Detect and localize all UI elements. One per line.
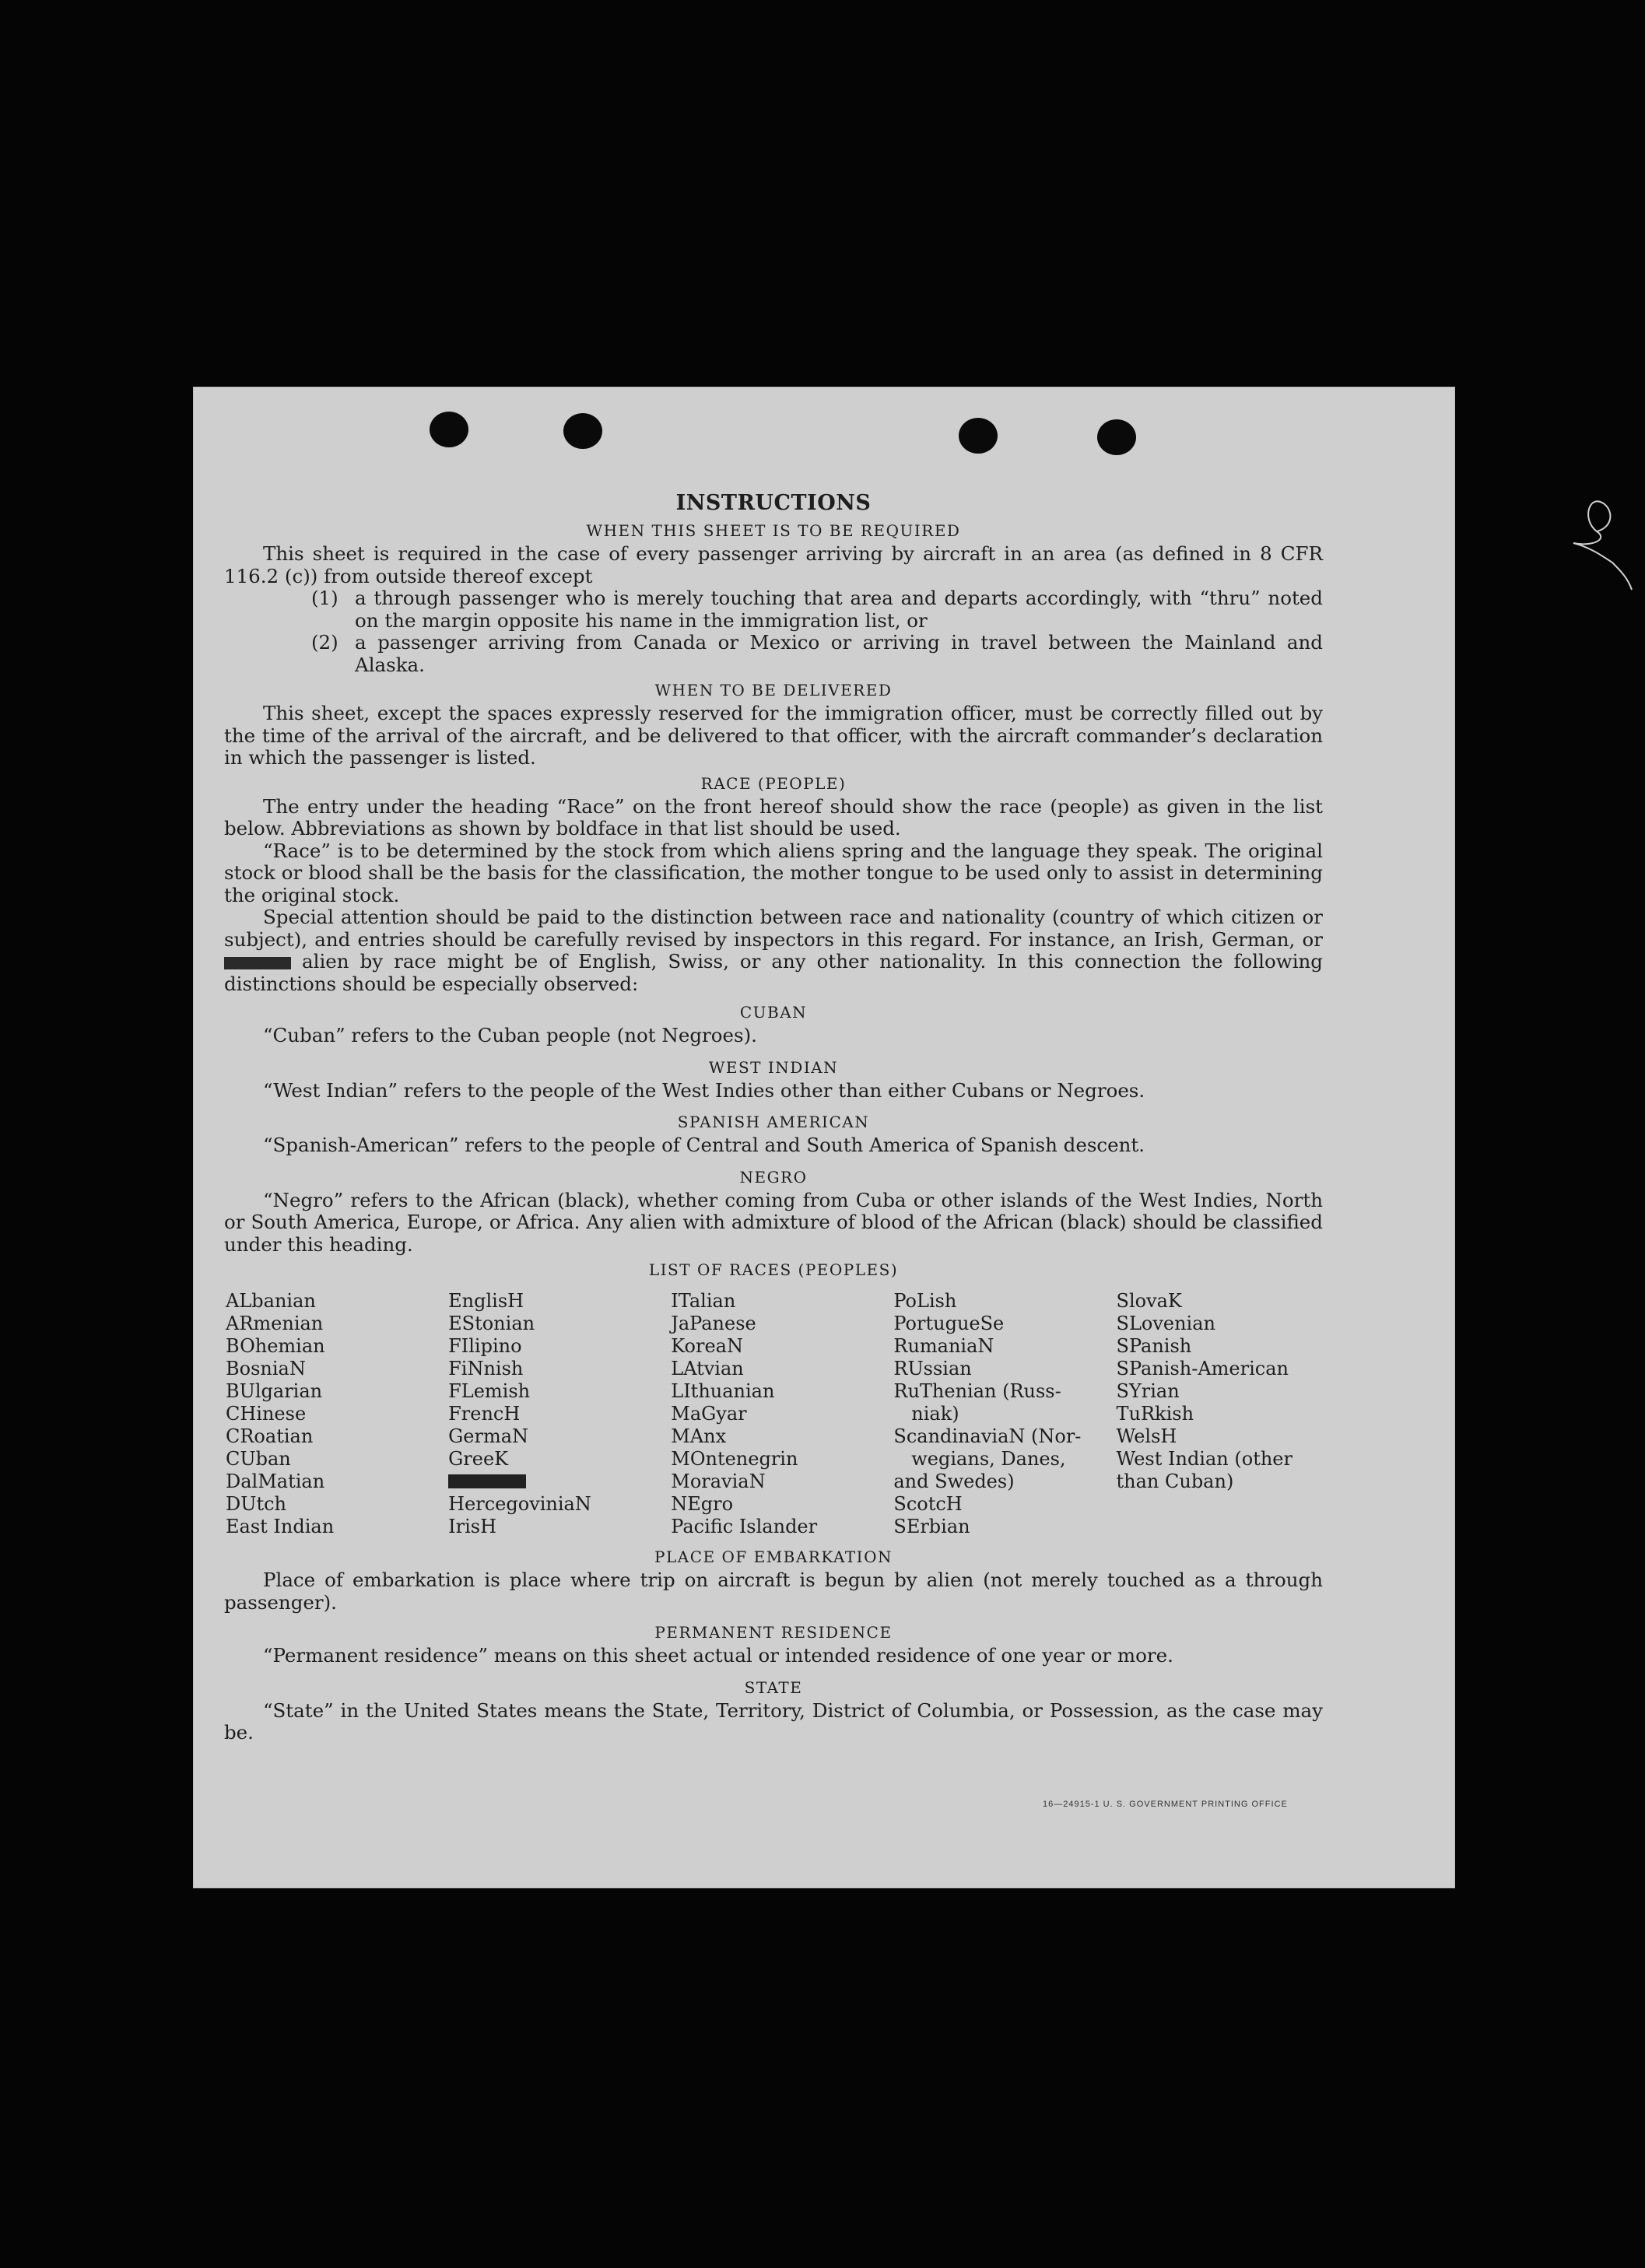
race-entry: WelsH: [1116, 1425, 1177, 1447]
state-text: “State” in the United States means the State, Territory, District of Columbia, or Possession, as the case may be.: [224, 1698, 1323, 1744]
page-title: INSTRUCTIONS: [675, 491, 872, 515]
redaction-mark: [448, 1474, 526, 1488]
race-entry: FLemish: [448, 1380, 531, 1402]
race-entry: JaPanese: [671, 1313, 756, 1334]
race-entry: East Indian: [226, 1516, 335, 1537]
heading-embarkation: PLACE OF EMBARKATION: [654, 1548, 893, 1566]
race-entry: PoLish: [893, 1290, 957, 1312]
races-column-1: [226, 1290, 448, 1538]
race-entry: SErbian: [893, 1516, 970, 1537]
heading-cuban: CUBAN: [739, 1003, 808, 1022]
race-entry: ScotcH: [893, 1493, 963, 1515]
race-entry: RuThenian (Russ- niak): [893, 1380, 1061, 1425]
race-entry: MaGyar: [671, 1403, 747, 1425]
heading-negro: NEGRO: [739, 1167, 808, 1187]
race-entry: PortugueSe: [893, 1313, 1005, 1334]
race-entry: EStonian: [448, 1313, 535, 1334]
punch-hole: [1097, 419, 1136, 455]
races-column-4: [893, 1290, 1116, 1538]
races-column-5: [1117, 1290, 1323, 1538]
race-entry: KoreaN: [671, 1335, 743, 1357]
exception-text: a through passenger who is merely touching that area and departs accordingly, with “thru” noted on the margin opposite his name in the immigration list, or: [355, 587, 1323, 632]
cuban-text: “Cuban” refers to the Cuban people (not Negroes).: [263, 1024, 757, 1046]
race-entry: CHinese: [226, 1403, 307, 1425]
race-entry: ITalian: [671, 1290, 736, 1312]
race-entry: LAtvian: [671, 1358, 744, 1379]
heading-state: STATE: [744, 1677, 803, 1697]
race-entry: NEgro: [671, 1493, 734, 1515]
races-list: [226, 1290, 1323, 1538]
race-entry: SPanish-American: [1116, 1358, 1289, 1379]
punch-hole: [959, 418, 998, 454]
race-entry: EnglisH: [448, 1290, 524, 1312]
races-column-2: [448, 1290, 671, 1538]
heading-race: RACE (PEOPLE): [700, 773, 847, 793]
race-entry: MOntenegrin: [671, 1448, 798, 1470]
race-entry: RumaniaN: [893, 1335, 994, 1357]
race-entry: GermaN: [448, 1425, 529, 1447]
race-entry: SYrian: [1116, 1380, 1180, 1402]
punch-hole: [430, 412, 468, 447]
negro-text: “Negro” refers to the African (black), whether coming from Cuba or other islands of the West Indies, North or South America, Europe, or Africa. Any alien with admixture of blood of the African (black) should be classified under this heading.: [224, 1188, 1323, 1256]
printing-office-code: 16—24915-1 U. S. GOVERNMENT PRINTING OFFICE: [1043, 1800, 1288, 1809]
exception-item: [311, 587, 1323, 632]
required-intro: This sheet is required in the case of every passenger arriving by aircraft in an area (as defined in 8 CFR 116.2 (c)) from outside thereof except: [224, 542, 1323, 587]
exception-text: a passenger arriving from Canada or Mexico or arriving in travel between the Mainland and Alaska.: [355, 631, 1323, 676]
race-entry: FiNnish: [448, 1358, 524, 1379]
race-entry: MAnx: [671, 1425, 727, 1447]
west-indian-text: “West Indian” refers to the people of the West Indies other than either Cubans or Negroes.: [263, 1078, 1145, 1102]
race-entry: ARmenian: [226, 1313, 324, 1334]
exception-number: (2): [311, 631, 338, 654]
race-entry: HercegoviniaN: [448, 1493, 591, 1515]
heading-list-of-races: LIST OF RACES (PEOPLES): [648, 1260, 899, 1279]
race-paragraph-3-end: alien by race might be of English, Swiss, or any other nationality. In this connection the following distinctions should be especially observed:: [224, 950, 1323, 995]
race-entry: FIlipino: [448, 1335, 522, 1357]
race-entry: BOhemian: [226, 1335, 325, 1357]
embarkation-text: Place of embarkation is place where trip on aircraft is begun by alien (not merely touched as a through passenger).: [224, 1569, 1323, 1614]
race-entry: West Indian (other than Cuban): [1116, 1448, 1292, 1492]
race-entry: BosniaN: [226, 1358, 306, 1379]
races-column-3: [671, 1290, 893, 1538]
delivered-text: This sheet, except the spaces expressly reserved for the immigration officer, must be correctly filled out by the time of the arrival of the aircraft, and be delivered to that officer, with the aircraft commander’s declaration in which the passenger is listed.: [224, 702, 1323, 769]
exception-number: (1): [311, 587, 338, 609]
race-entry: FrencH: [448, 1403, 521, 1425]
ink-scribble: [1566, 489, 1636, 598]
punch-hole: [563, 413, 602, 449]
race-entry: ALbanian: [226, 1290, 316, 1312]
race-entry: IrisH: [448, 1516, 496, 1537]
race-entry: ScandinaviaN (Nor- wegians, Danes, and Swedes): [893, 1425, 1082, 1492]
race-entry: DalMatian: [226, 1471, 325, 1492]
race-entry-redacted: [448, 1471, 671, 1493]
race-entry: SLovenian: [1116, 1313, 1215, 1334]
race-entry: GreeK: [448, 1448, 509, 1470]
race-entry: SPanish: [1116, 1335, 1192, 1357]
instruction-sheet: [193, 387, 1455, 1888]
heading-west-indian: WEST INDIAN: [708, 1057, 839, 1077]
exception-item: [311, 632, 1323, 676]
race-entry: CUban: [226, 1448, 291, 1470]
race-entry: MoraviaN: [671, 1471, 766, 1492]
race-entry: SlovaK: [1116, 1290, 1182, 1312]
race-entry: BUlgarian: [226, 1380, 323, 1402]
race-entry: TuRkish: [1116, 1403, 1194, 1425]
race-entry: RUssian: [893, 1358, 972, 1379]
heading-when-required: WHEN THIS SHEET IS TO BE REQUIRED: [586, 521, 961, 540]
race-paragraph-2: “Race” is to be determined by the stock from which aliens spring and the language they speak. The original stock or blood shall be the basis for the classification, the mother tongue to be used only to assist in determining the original stock.: [224, 839, 1323, 906]
race-entry: CRoatian: [226, 1425, 314, 1447]
race-paragraph-3: [224, 906, 1323, 995]
heading-spanish-american: SPANISH AMERICAN: [677, 1113, 870, 1131]
instructions-content: [224, 491, 1323, 1744]
redaction-mark: [224, 957, 291, 969]
spanish-american-text: “Spanish-American” refers to the people of Central and South America of Spanish descent.: [263, 1134, 1145, 1156]
race-entry: Pacific Islander: [671, 1516, 818, 1537]
race-paragraph-3-start: Special attention should be paid to the distinction between race and nationality (country of which citizen or subject), and entries should be carefully revised by inspectors in this regard. For instance, an Irish, German, or: [224, 906, 1323, 951]
permanent-residence-text: “Permanent residence” means on this sheet actual or intended residence of one year or more.: [263, 1644, 1173, 1667]
race-entry: LIthuanian: [671, 1380, 775, 1402]
race-entry: DUtch: [226, 1493, 287, 1515]
heading-when-delivered: WHEN TO BE DELIVERED: [654, 681, 893, 699]
heading-permanent-residence: PERMANENT RESIDENCE: [654, 1623, 893, 1642]
race-paragraph-1: The entry under the heading “Race” on the front hereof should show the race (people) as given in the list below. Abbreviations as shown by boldface in that list should be used.: [224, 794, 1323, 840]
